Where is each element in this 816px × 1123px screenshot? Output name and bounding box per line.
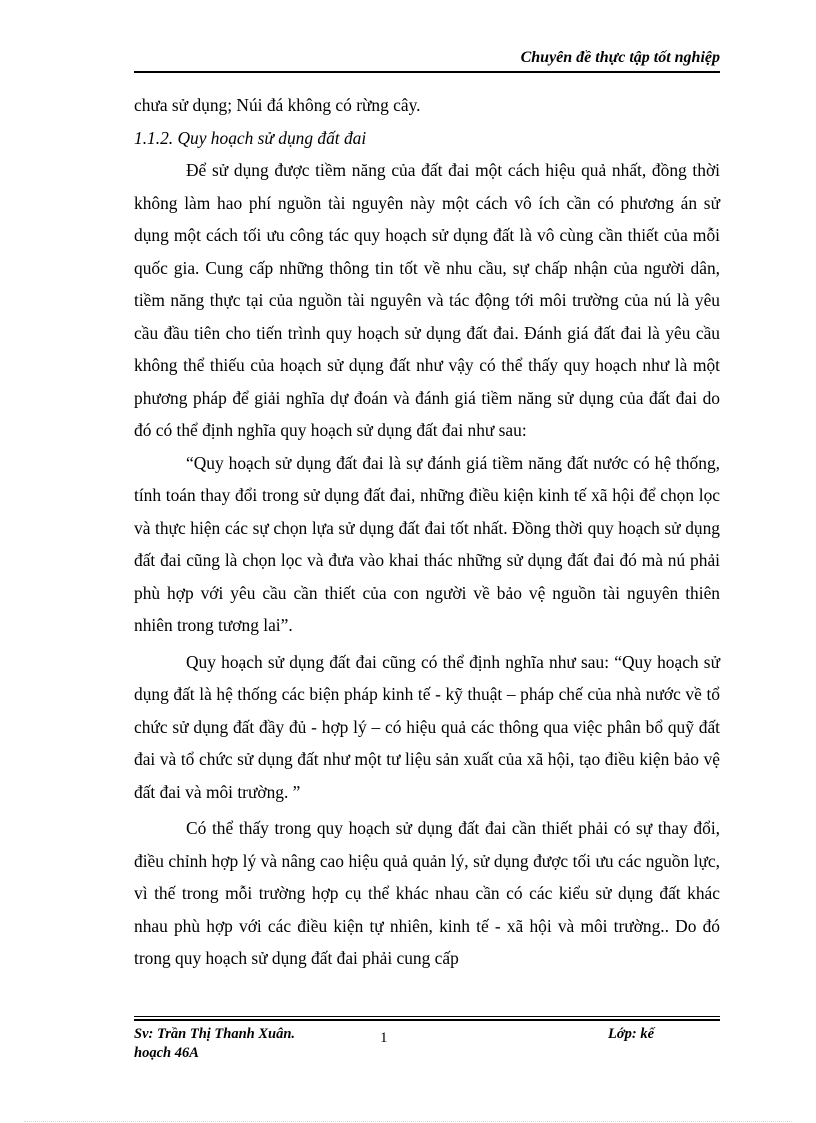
paragraph: Có thể thấy trong quy hoạch sử dụng đất đai cần thiết phải có sự thay đổi, điều chỉnh hợp lý và nâng cao hiệu quả quản lý, sử dụng được tối ưu các nguồn lực, vì thế trong mỗi trường hợp cụ thể khác nhau cần có các kiểu sử dụng đất khác nhau phù hợp với các điều kiện tự nhiên, kinh tế - xã hội và môi trường.. Do đó trong quy hoạch sử dụng đất đai phải cung cấp — [134, 818, 720, 968]
footer-rule — [134, 1019, 720, 1021]
page-number: 1 — [380, 1030, 388, 1046]
footer-student — [134, 1025, 295, 1063]
paragraph-continuation: chưa sử dụng; Núi đá không có rừng cây. — [134, 95, 421, 115]
header-title: Chuyên đề thực tập tốt nghiệp — [520, 49, 720, 66]
body-text — [134, 89, 720, 975]
paragraph-quote: “Quy hoạch sử dụng đất đai là sự đánh giá tiềm năng đất nước có hệ thống, tính toán thay đổi trong sử dụng đất đai, những điều kiện kinh tế xã hội để chọn lọc và thực hiện các sự chọn lựa sử dụng đất đai tốt nhất. Đồng thời quy hoạch sử dụng đất đai cũng là chọn lọc và đưa vào khai thác những sử dụng đất đai đó mà nú phải phù hợp với yêu cầu cần thiết của con người về bảo vệ nguồn tài nguyên thiên nhiên trong tương lai”. — [134, 452, 720, 635]
paragraph: Để sử dụng được tiềm năng của đất đai một cách hiệu quả nhất, đồng thời không làm hao phí nguồn tài nguyên này một cách vô ích cần có phương án sử dụng một cách tối ưu công tác quy hoạch sử dụng đất là vô cùng cần thiết của mỗi quốc gia. Cung cấp những thông tin tốt về nhu cầu, sự chấp nhận của người dân, tiềm năng thực tại của nguồn tài nguyên và tác động tới môi trường của nú là yêu cầu đầu tiên cho tiến trình quy hoạch sử dụng đất đai. Đánh giá đất đai là yêu cầu không thể thiếu của hoạch sử dụng đất như vậy có thể thấy quy hoạch như là một phương pháp để giải nghĩa dự đoán và đánh giá tiềm năng sử dụng của đất đai do đó có thể định nghĩa quy hoạch sử dụng đất đai như sau: — [134, 160, 720, 440]
footer-student-class-continuation: hoạch 46A — [134, 1045, 199, 1061]
footer-rule — [134, 1016, 720, 1017]
section-heading: 1.1.2. Quy hoạch sử dụng đất đai — [134, 127, 367, 148]
page-bottom-divider — [24, 1121, 792, 1122]
header-rule — [134, 71, 720, 73]
footer-class-label: Lớp: kế — [608, 1026, 655, 1042]
footer-student-name: Sv: Trần Thị Thanh Xuân. — [134, 1026, 296, 1042]
paragraph: Quy hoạch sử dụng đất đai cũng có thể định nghĩa như sau: “Quy hoạch sử dụng đất là hệ thống các biện pháp kinh tế - kỹ thuật – pháp chế của nhà nước về tổ chức sử dụng đất đầy đủ - hợp lý – có hiệu quả các thông qua việc phân bổ quỹ đất đai và tổ chức sử dụng đất như một tư liệu sản xuất của xã hội, tạo điều kiện bảo vệ đất đai và môi trường. ” — [134, 651, 720, 802]
